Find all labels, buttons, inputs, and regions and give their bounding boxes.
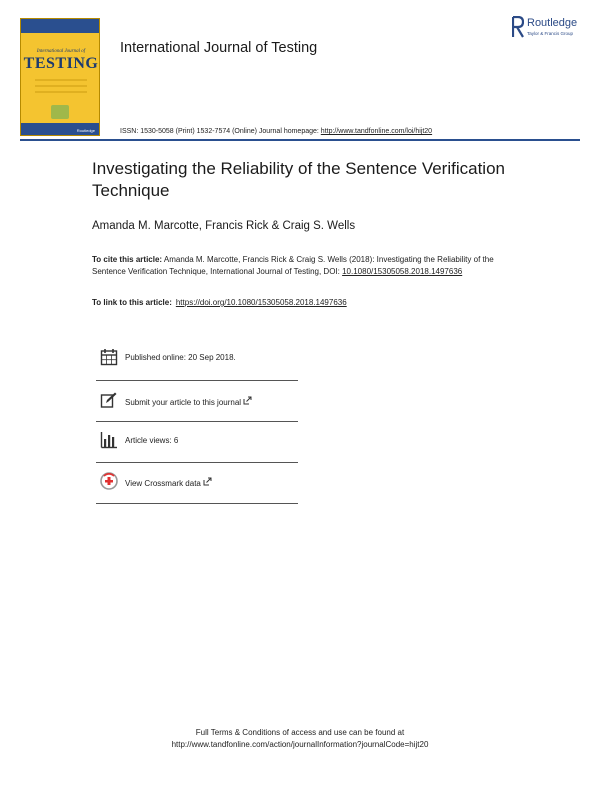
cover-line	[35, 79, 87, 81]
journal-homepage-link[interactable]: http://www.tandfonline.com/loi/hijt20	[320, 128, 433, 135]
cover-publisher: Routledge	[76, 128, 95, 133]
crossmark-row[interactable]	[96, 462, 298, 498]
submit-icon	[100, 391, 118, 409]
crossmark-icon	[100, 472, 118, 490]
published-online-text: Published online: 20 Sep 2018.	[125, 353, 236, 362]
cover-small-title: International Journal of	[36, 49, 86, 54]
cover-bottom-band	[21, 123, 99, 135]
citation-label: To cite this article:	[92, 255, 163, 264]
link-block	[92, 298, 347, 307]
citation-text: Amanda M. Marcotte, Francis Rick & Craig S. Wells (2018): Investigating the Reliability of the Sentence Verification Technique, International Journal of Testing, DOI:	[92, 255, 494, 276]
journal-cover-image[interactable]	[20, 18, 100, 136]
footer-terms-link[interactable]: http://www.tandfonline.com/action/journalInformation?journalCode=hijt20	[171, 740, 429, 749]
routledge-logo[interactable]	[512, 16, 592, 42]
citation-doi-link[interactable]: 10.1080/15305058.2018.1497636	[342, 266, 463, 276]
submit-article-label[interactable]: Submit your article to this journal	[125, 398, 242, 407]
citation-block	[92, 254, 512, 277]
bar-chart-icon	[100, 431, 118, 449]
article-views-text: Article views: 6	[125, 436, 179, 445]
cover-line	[35, 91, 87, 93]
cover-big-title: TESTING	[23, 55, 99, 72]
journal-name: International Journal of Testing	[120, 40, 318, 56]
routledge-tagline: Taylor & Francis Group	[527, 31, 574, 36]
published-online-row	[96, 338, 298, 374]
submit-article-row[interactable]	[96, 381, 298, 417]
header-divider	[20, 139, 580, 141]
external-link-icon	[203, 477, 212, 486]
article-views-row	[96, 421, 298, 457]
article-doi-link[interactable]: https://doi.org/10.1080/15305058.2018.1497636	[175, 298, 347, 307]
crossmark-label[interactable]: View Crossmark data	[125, 479, 201, 488]
footer-terms-text: Full Terms & Conditions of access and use can be found at	[195, 728, 405, 737]
cover-line	[35, 85, 87, 87]
issn-line	[120, 128, 432, 135]
crossmark-text[interactable]	[125, 477, 212, 488]
routledge-r-icon	[512, 16, 524, 38]
article-title: Investigating the Reliability of the Sentence Verification Technique	[92, 159, 505, 200]
issn-text: ISSN: 1530-5058 (Print) 1532-7574 (Online) Journal homepage:	[120, 128, 321, 135]
calendar-icon	[100, 348, 118, 366]
footer	[0, 727, 600, 751]
submit-article-text[interactable]	[125, 396, 252, 407]
info-divider	[96, 503, 298, 504]
article-authors: Amanda M. Marcotte, Francis Rick & Craig S. Wells	[92, 220, 356, 232]
routledge-name: Routledge	[527, 17, 578, 29]
cover-emblem	[51, 105, 69, 119]
link-label: To link to this article:	[92, 298, 172, 307]
cover-top-band	[21, 19, 99, 33]
external-link-icon	[243, 396, 252, 405]
